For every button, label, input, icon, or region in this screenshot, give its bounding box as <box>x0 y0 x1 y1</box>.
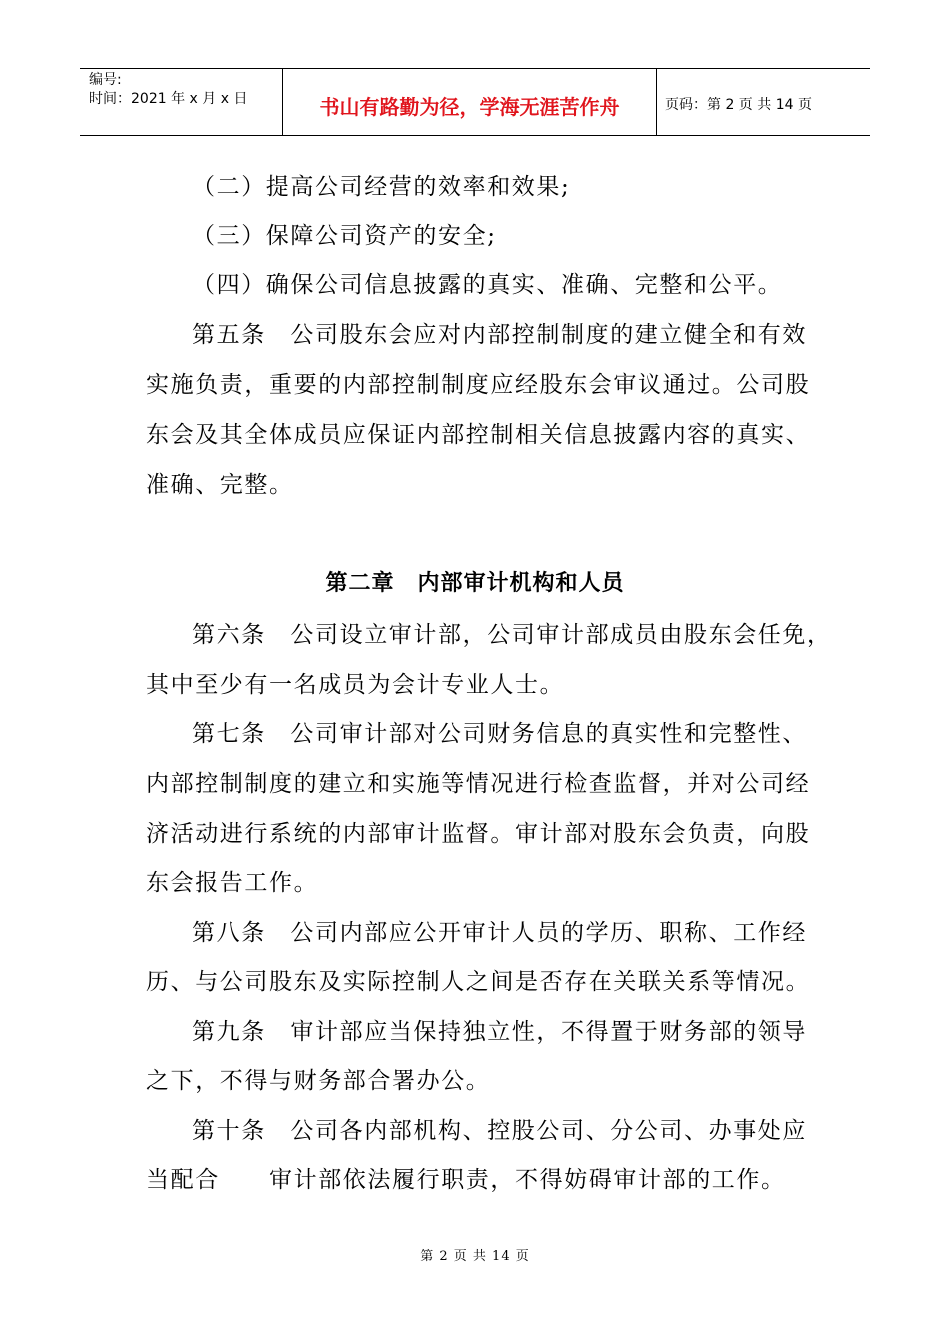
paragraph-line: 历、与公司股东及实际控制人之间是否存在关联关系等情况。 <box>146 969 811 995</box>
time-label: 时间：2021 年 x 月 x 日 <box>89 91 248 107</box>
paragraph-line: 济活动进行系统的内部审计监督。审计部对股东会负责，向股 <box>146 821 811 847</box>
paragraph-line: （二）提高公司经营的效率和效果; <box>192 174 571 200</box>
header-left-cell <box>80 69 282 135</box>
paragraph-line: 内部控制制度的建立和实施等情况进行检查监督，并对公司经 <box>146 771 811 797</box>
paragraph-line: 第六条 公司设立审计部，公司审计部成员由股东会任免， <box>192 622 832 648</box>
paragraph-line: （三）保障公司资产的安全; <box>192 223 497 249</box>
paragraph-line: 实施负责，重要的内部控制制度应经股东会审议通过。公司股 <box>146 372 811 398</box>
page-footer: 第 2 页 共 14 页 <box>420 1249 530 1264</box>
paragraph-line: 第八条 公司内部应公开审计人员的学历、职称、工作经 <box>192 920 807 946</box>
doc-number-label: 编号: <box>89 72 122 88</box>
paragraph-line: 其中至少有一名成员为会计专业人士。 <box>146 672 565 698</box>
paragraph-line: 第十条 公司各内部机构、控股公司、分公司、办事处应 <box>192 1118 807 1144</box>
chapter-title: 第二章 内部审计机构和人员 <box>325 571 625 596</box>
header-page-info: 页码：第 2 页 共 14 页 <box>665 97 812 113</box>
paragraph-line: （四）确保公司信息披露的真实、准确、完整和公平。 <box>192 272 783 298</box>
paragraph-line: 第九条 审计部应当保持独立性，不得置于财务部的领导 <box>192 1019 807 1045</box>
paragraph-line: 当配合 审计部依法履行职责，不得妨碍审计部的工作。 <box>146 1167 786 1193</box>
paragraph-line: 之下，不得与财务部合署办公。 <box>146 1068 491 1094</box>
page-header <box>80 68 870 136</box>
header-motto: 书山有路勤为径，学海无涯苦作舟 <box>282 69 657 135</box>
paragraph-line: 东会及其全体成员应保证内部控制相关信息披露内容的真实、 <box>146 422 811 448</box>
paragraph-line: 第五条 公司股东会应对内部控制制度的建立健全和有效 <box>192 322 807 348</box>
paragraph-line: 东会报告工作。 <box>146 870 319 896</box>
paragraph-line: 第七条 公司审计部对公司财务信息的真实性和完整性、 <box>192 721 807 747</box>
paragraph-line: 准确、完整。 <box>146 472 294 498</box>
